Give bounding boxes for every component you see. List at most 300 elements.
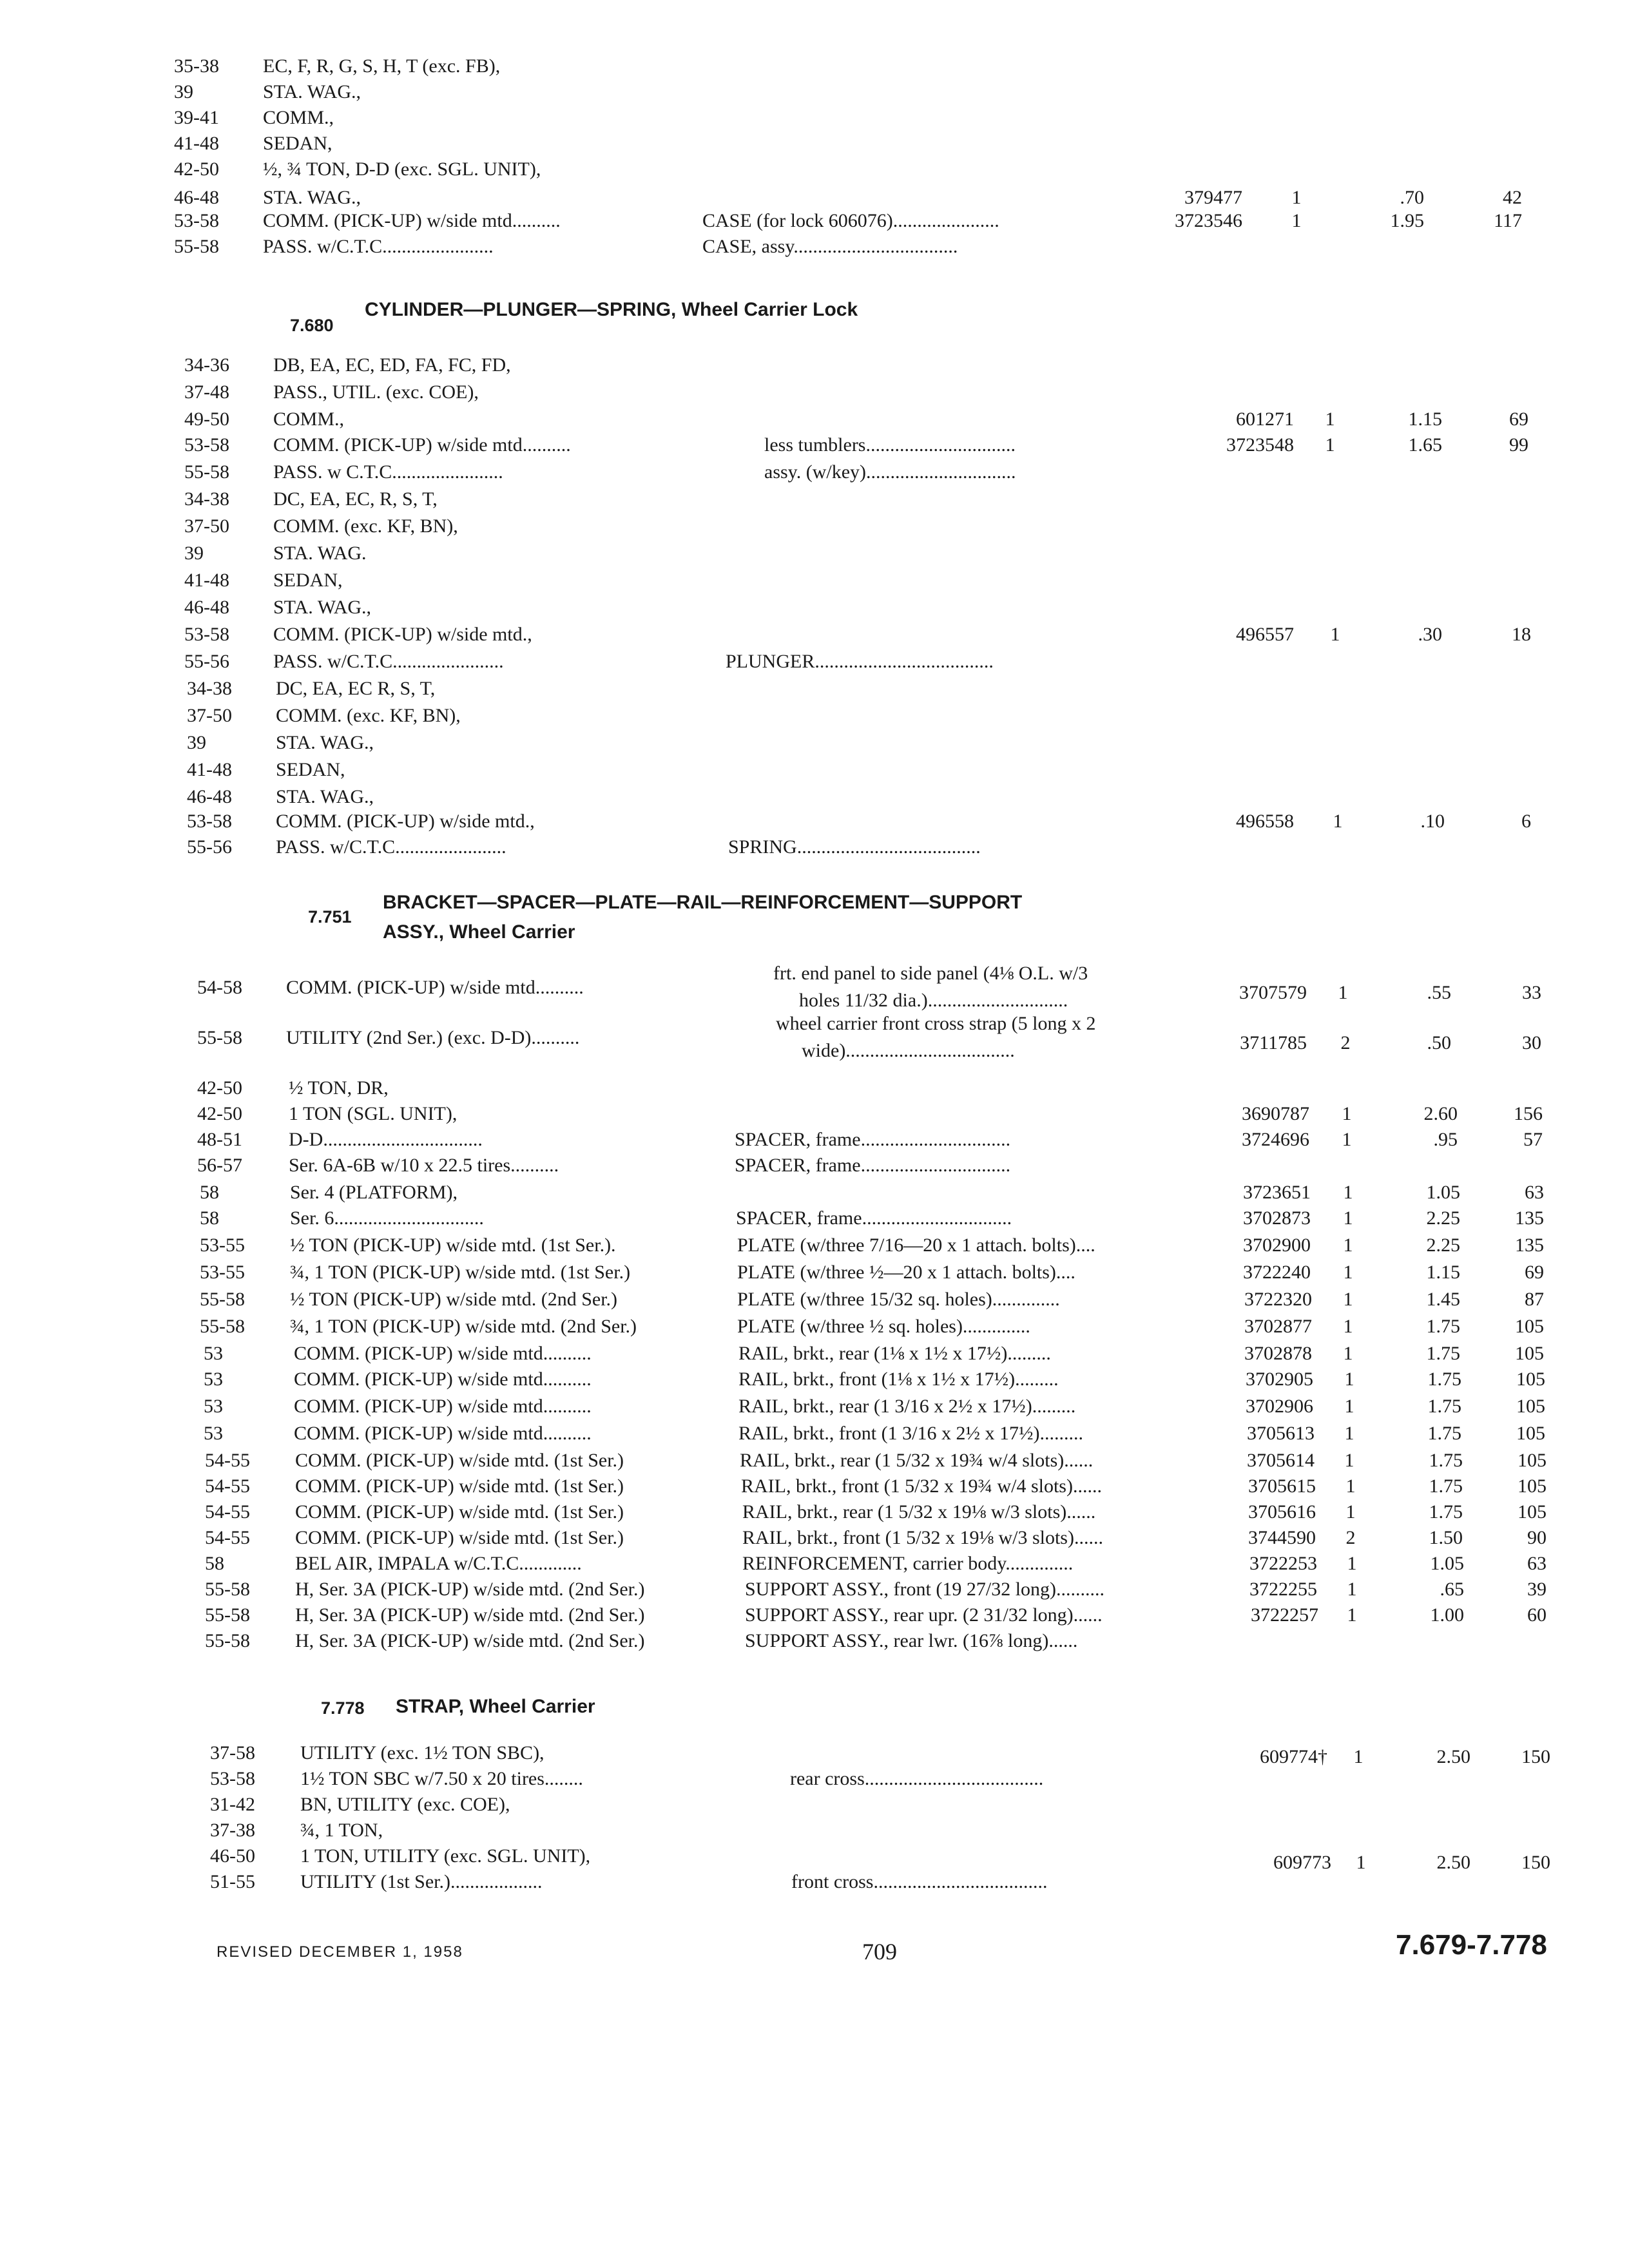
table-row: [0, 1235, 1629, 1263]
list-price: .50: [1427, 1032, 1451, 1053]
table-row: [0, 1369, 1629, 1397]
model-applicability: SEDAN,: [263, 133, 333, 154]
quantity: 1: [1345, 1501, 1356, 1523]
list-price: .95: [1433, 1129, 1458, 1150]
part-description: frt. end panel to side panel (4⅛ O.L. w/3: [773, 963, 1088, 984]
table-row: [0, 1579, 1629, 1607]
quantity: 1: [1347, 1553, 1357, 1574]
model-applicability: PASS. w/C.T.C.......................: [273, 651, 504, 672]
year-range: 54-55: [205, 1527, 250, 1548]
year-range: 53-58: [184, 624, 229, 645]
table-row: [0, 1077, 1629, 1106]
table-row: [0, 55, 1629, 84]
model-applicability: COMM. (exc. KF, BN),: [276, 705, 461, 726]
model-applicability: COMM. (PICK-UP) w/side mtd. (1st Ser.): [295, 1527, 624, 1548]
year-range: 55-58: [197, 1027, 242, 1048]
quantity: 1: [1344, 1396, 1354, 1417]
table-row: [0, 133, 1629, 161]
part-description: RAIL, brkt., rear (1 3/16 x 2½ x 17½).........: [738, 1396, 1076, 1417]
table-row: [0, 759, 1629, 787]
part-number: 601271: [1236, 408, 1294, 430]
part-number: 3722320: [1244, 1289, 1312, 1310]
weight: 90: [1527, 1527, 1547, 1548]
model-applicability: UTILITY (1st Ser.)...................: [300, 1871, 543, 1892]
model-applicability: ½ TON (PICK-UP) w/side mtd. (1st Ser.).: [290, 1235, 616, 1256]
part-description: SPACER, frame...............................: [736, 1207, 1012, 1229]
weight: 33: [1522, 982, 1541, 1003]
part-description: RAIL, brkt., front (1⅛ x 1½ x 17½).........: [738, 1369, 1059, 1390]
model-applicability: COMM. (PICK-UP) w/side mtd..........: [273, 434, 571, 456]
part-number: 3723546: [1175, 210, 1242, 231]
weight: 87: [1525, 1289, 1544, 1310]
part-number: 3711785: [1240, 1032, 1307, 1053]
weight: 105: [1516, 1423, 1545, 1444]
year-range: 42-50: [197, 1077, 242, 1099]
part-number: 3723548: [1226, 434, 1294, 456]
list-price: 2.25: [1426, 1207, 1460, 1229]
table-row: [0, 1820, 1629, 1848]
year-range: 53-55: [200, 1262, 245, 1283]
table-row: [0, 159, 1629, 187]
model-applicability: SEDAN,: [276, 759, 345, 780]
year-range: 53-58: [210, 1768, 255, 1789]
quantity: 1: [1343, 1316, 1353, 1337]
part-description: RAIL, brkt., front (1 5/32 x 19⅛ w/3 slots)......: [742, 1527, 1103, 1548]
table-row: [0, 81, 1629, 110]
table-row: [0, 597, 1629, 625]
list-price: 1.00: [1430, 1604, 1464, 1626]
part-description: assy. (w/key)...............................: [764, 461, 1016, 483]
model-applicability: ¾, 1 TON (PICK-UP) w/side mtd. (1st Ser.): [290, 1262, 631, 1283]
section-number: 7.751: [308, 907, 352, 927]
weight: 42: [1503, 187, 1522, 208]
model-applicability: COMM. (PICK-UP) w/side mtd. (1st Ser.): [295, 1475, 624, 1497]
model-applicability: COMM.,: [273, 408, 345, 430]
quantity: 1: [1353, 1746, 1364, 1767]
quantity: 1: [1330, 624, 1340, 645]
year-range: 53: [204, 1343, 223, 1364]
model-applicability: H, Ser. 3A (PICK-UP) w/side mtd. (2nd Ser.): [295, 1579, 645, 1600]
part-description: wheel carrier front cross strap (5 long x 2: [776, 1013, 1096, 1034]
table-row: [0, 434, 1629, 463]
part-description: PLATE (w/three ½—20 x 1 attach. bolts)....: [737, 1262, 1075, 1283]
weight: 105: [1516, 1396, 1545, 1417]
part-description-cont: holes 11/32 dia.).............................: [799, 990, 1068, 1011]
model-applicability: COMM. (PICK-UP) w/side mtd.,: [276, 811, 535, 832]
year-range: 39: [174, 81, 193, 102]
table-row: [0, 1316, 1629, 1344]
model-applicability: COMM. (PICK-UP) w/side mtd..........: [294, 1423, 592, 1444]
quantity: 1: [1345, 1475, 1356, 1497]
year-range: 55-58: [205, 1630, 250, 1651]
model-applicability: STA. WAG.,: [276, 732, 374, 753]
model-applicability: PASS. w/C.T.C.......................: [276, 836, 506, 858]
quantity: 1: [1342, 1129, 1352, 1150]
quantity: 1: [1343, 1343, 1353, 1364]
model-applicability: ½, ¾ TON, D-D (exc. SGL. UNIT),: [263, 159, 541, 180]
model-applicability: ¾, 1 TON (PICK-UP) w/side mtd. (2nd Ser.): [290, 1316, 637, 1337]
weight: 30: [1522, 1032, 1541, 1053]
table-row: [0, 1396, 1629, 1424]
model-applicability: UTILITY (2nd Ser.) (exc. D-D)..........: [286, 1027, 580, 1048]
list-price: .65: [1440, 1579, 1464, 1600]
model-applicability: D-D.................................: [289, 1129, 483, 1150]
part-number: 609774†: [1260, 1746, 1327, 1767]
list-price: 1.75: [1427, 1423, 1461, 1444]
model-applicability: ½ TON (PICK-UP) w/side mtd. (2nd Ser.): [290, 1289, 618, 1310]
part-description: RAIL, brkt., rear (1⅛ x 1½ x 17½).........: [738, 1343, 1051, 1364]
part-number: 496557: [1236, 624, 1294, 645]
table-row: [0, 1553, 1629, 1581]
table-row: [0, 1182, 1629, 1210]
part-number: 3722253: [1249, 1553, 1317, 1574]
model-applicability: COMM. (PICK-UP) w/side mtd..........: [294, 1369, 592, 1390]
year-range: 46-50: [210, 1845, 255, 1867]
model-applicability: STA. WAG.,: [263, 81, 361, 102]
section-title: CYLINDER—PLUNGER—SPRING, Wheel Carrier Lock: [365, 299, 858, 320]
year-range: 54-55: [205, 1501, 250, 1523]
model-applicability: Ser. 4 (PLATFORM),: [290, 1182, 458, 1203]
year-range: 55-58: [174, 236, 219, 257]
model-applicability: BEL AIR, IMPALA w/C.T.C.............: [295, 1553, 582, 1574]
part-number: 3702900: [1243, 1235, 1311, 1256]
year-range: 55-58: [205, 1579, 250, 1600]
year-range: 53: [204, 1423, 223, 1444]
year-range: 53-58: [184, 434, 229, 456]
model-applicability: SEDAN,: [273, 570, 343, 591]
year-range: 51-55: [210, 1871, 255, 1892]
quantity: 1: [1338, 982, 1348, 1003]
quantity: 1: [1342, 1103, 1352, 1124]
model-applicability: COMM. (PICK-UP) w/side mtd. (1st Ser.): [295, 1450, 624, 1471]
part-description: SPACER, frame...............................: [735, 1129, 1011, 1150]
model-applicability: DC, EA, EC, R, S, T,: [273, 488, 438, 510]
part-description: RAIL, brkt., front (1 5/32 x 19¾ w/4 slots)......: [741, 1475, 1102, 1497]
part-description: rear cross.....................................: [790, 1768, 1044, 1789]
weight: 117: [1494, 210, 1522, 231]
table-row: [0, 624, 1629, 652]
table-row: [0, 236, 1629, 264]
table-row: [0, 1768, 1629, 1796]
year-range: 49-50: [184, 408, 229, 430]
model-applicability: H, Ser. 3A (PICK-UP) w/side mtd. (2nd Ser.): [295, 1630, 645, 1651]
year-range: 42-50: [197, 1103, 242, 1124]
model-applicability: EC, F, R, G, S, H, T (exc. FB),: [263, 55, 501, 77]
model-applicability: PASS., UTIL. (exc. COE),: [273, 381, 479, 403]
part-description-cont: wide)...................................: [802, 1040, 1015, 1061]
table-row: [0, 543, 1629, 571]
quantity: 1: [1291, 210, 1302, 231]
list-price: 2.25: [1426, 1235, 1460, 1256]
model-applicability: DC, EA, EC R, S, T,: [276, 678, 436, 699]
table-row: [0, 811, 1629, 839]
table-row: [0, 1630, 1629, 1658]
model-applicability: COMM. (PICK-UP) w/side mtd. (1st Ser.): [295, 1501, 624, 1523]
list-price: 1.45: [1426, 1289, 1460, 1310]
year-range: 46-48: [184, 597, 229, 618]
table-row: [0, 1794, 1629, 1822]
section-range: 7.679-7.778: [1396, 1929, 1547, 1961]
part-number: 609773: [1273, 1852, 1331, 1873]
weight: 150: [1521, 1746, 1550, 1767]
part-number: 3690787: [1242, 1103, 1309, 1124]
year-range: 53-58: [174, 210, 219, 231]
quantity: 1: [1333, 811, 1343, 832]
weight: 99: [1509, 434, 1528, 456]
list-price: 1.75: [1427, 1369, 1461, 1390]
year-range: 58: [205, 1553, 224, 1574]
table-row: [0, 488, 1629, 517]
list-price: 1.05: [1426, 1182, 1460, 1203]
weight: 156: [1514, 1103, 1543, 1124]
list-price: 1.50: [1429, 1527, 1463, 1548]
table-row: [0, 1423, 1629, 1451]
year-range: 34-38: [184, 488, 229, 510]
weight: 150: [1521, 1852, 1550, 1873]
quantity: 1: [1356, 1852, 1366, 1873]
year-range: 37-50: [187, 705, 232, 726]
quantity: 2: [1345, 1527, 1356, 1548]
part-number: 3702877: [1244, 1316, 1312, 1337]
page-number: 709: [862, 1939, 897, 1965]
list-price: 1.95: [1390, 210, 1424, 231]
list-price: 1.05: [1430, 1553, 1464, 1574]
table-row: [0, 1475, 1629, 1504]
part-description: PLATE (w/three 7/16—20 x 1 attach. bolts)....: [737, 1235, 1095, 1256]
part-number: 3702873: [1243, 1207, 1311, 1229]
list-price: .30: [1418, 624, 1442, 645]
list-price: .10: [1420, 811, 1445, 832]
quantity: 1: [1344, 1423, 1354, 1444]
year-range: 55-58: [200, 1289, 245, 1310]
table-row: [0, 1103, 1629, 1131]
year-range: 37-58: [210, 1742, 255, 1763]
part-description: SUPPORT ASSY., front (19 27/32 long)..........: [745, 1579, 1105, 1600]
part-description: SUPPORT ASSY., rear upr. (2 31/32 long)......: [745, 1604, 1103, 1626]
year-range: 53-58: [187, 811, 232, 832]
part-description: RAIL, brkt., rear (1 5/32 x 19¾ w/4 slots)......: [740, 1450, 1094, 1471]
part-number: 3707579: [1239, 982, 1307, 1003]
year-range: 48-51: [197, 1129, 242, 1150]
list-price: 1.75: [1429, 1501, 1463, 1523]
weight: 69: [1525, 1262, 1544, 1283]
part-number: 3705613: [1247, 1423, 1315, 1444]
section-title-line2: ASSY., Wheel Carrier: [383, 921, 575, 943]
weight: 63: [1527, 1553, 1547, 1574]
weight: 69: [1509, 408, 1528, 430]
model-applicability: STA. WAG.,: [263, 187, 361, 208]
year-range: 35-38: [174, 55, 219, 77]
model-applicability: BN, UTILITY (exc. COE),: [300, 1794, 510, 1815]
year-range: 34-36: [184, 354, 229, 376]
model-applicability: STA. WAG.: [273, 543, 367, 564]
table-row: [0, 1129, 1629, 1157]
part-number: 3702878: [1244, 1343, 1312, 1364]
year-range: 58: [200, 1207, 219, 1229]
part-number: 3724696: [1242, 1129, 1309, 1150]
model-applicability: STA. WAG.,: [276, 786, 374, 807]
table-row: [0, 1501, 1629, 1530]
quantity: 2: [1340, 1032, 1351, 1053]
year-range: 42-50: [174, 159, 219, 180]
table-row: [0, 210, 1629, 238]
year-range: 53: [204, 1369, 223, 1390]
part-description: PLUNGER.....................................: [726, 651, 994, 672]
part-description: CASE, assy..................................: [702, 236, 958, 257]
weight: 18: [1512, 624, 1531, 645]
year-range: 39-41: [174, 107, 219, 128]
model-applicability: PASS. w C.T.C.......................: [273, 461, 503, 483]
list-price: .55: [1427, 982, 1451, 1003]
year-range: 37-50: [184, 515, 229, 537]
quantity: 1: [1325, 434, 1335, 456]
year-range: 41-48: [184, 570, 229, 591]
quantity: 1: [1344, 1450, 1354, 1471]
table-row: [0, 570, 1629, 598]
part-number: 3705615: [1248, 1475, 1316, 1497]
year-range: 41-48: [187, 759, 232, 780]
weight: 105: [1518, 1501, 1547, 1523]
list-price: 1.65: [1408, 434, 1442, 456]
year-range: 53-55: [200, 1235, 245, 1256]
weight: 57: [1523, 1129, 1543, 1150]
part-description: SUPPORT ASSY., rear lwr. (16⅞ long)......: [745, 1630, 1078, 1651]
model-applicability: 1½ TON SBC w/7.50 x 20 tires........: [300, 1768, 583, 1789]
part-number: 3723651: [1243, 1182, 1311, 1203]
part-number: 3702905: [1246, 1369, 1313, 1390]
list-price: 2.50: [1436, 1852, 1470, 1873]
weight: 39: [1527, 1579, 1547, 1600]
list-price: 1.75: [1427, 1396, 1461, 1417]
quantity: 1: [1347, 1579, 1357, 1600]
table-row: [0, 1262, 1629, 1290]
part-number: 3722240: [1243, 1262, 1311, 1283]
weight: 135: [1515, 1207, 1544, 1229]
weight: 105: [1516, 1369, 1545, 1390]
table-row: [0, 461, 1629, 490]
list-price: 1.75: [1426, 1343, 1460, 1364]
table-row: [0, 1450, 1629, 1478]
year-range: 37-38: [210, 1820, 255, 1841]
table-row: [0, 1289, 1629, 1317]
model-applicability: DB, EA, EC, ED, FA, FC, FD,: [273, 354, 511, 376]
section-title: STRAP, Wheel Carrier: [396, 1696, 595, 1717]
list-price: 1.75: [1429, 1475, 1463, 1497]
table-row: [0, 651, 1629, 679]
table-row: [0, 1527, 1629, 1555]
table-row: [0, 1207, 1629, 1236]
table-row: [0, 732, 1629, 760]
quantity: 1: [1343, 1235, 1353, 1256]
year-range: 54-55: [205, 1450, 250, 1471]
list-price: .70: [1400, 187, 1424, 208]
year-range: 55-58: [200, 1316, 245, 1337]
part-description: front cross....................................: [791, 1871, 1048, 1892]
year-range: 41-48: [174, 133, 219, 154]
table-row: [0, 381, 1629, 410]
year-range: 54-55: [205, 1475, 250, 1497]
weight: 105: [1515, 1316, 1544, 1337]
part-description: CASE (for lock 606076)......................: [702, 210, 999, 231]
part-description: RAIL, brkt., front (1 3/16 x 2½ x 17½).........: [738, 1423, 1083, 1444]
table-row: [0, 1343, 1629, 1371]
list-price: 1.15: [1408, 408, 1442, 430]
year-range: 55-56: [187, 836, 232, 858]
part-description: less tumblers...............................: [764, 434, 1016, 456]
part-description: PLATE (w/three 15/32 sq. holes)..............: [737, 1289, 1060, 1310]
part-description: SPRING......................................: [728, 836, 981, 858]
table-row: [0, 408, 1629, 437]
table-row: [0, 515, 1629, 544]
part-number: 3705616: [1248, 1501, 1316, 1523]
part-number: 3705614: [1247, 1450, 1315, 1471]
quantity: 1: [1343, 1182, 1353, 1203]
weight: 105: [1515, 1343, 1544, 1364]
year-range: 39: [187, 732, 206, 753]
year-range: 37-48: [184, 381, 229, 403]
list-price: 1.75: [1426, 1316, 1460, 1337]
year-range: 58: [200, 1182, 219, 1203]
quantity: 1: [1347, 1604, 1357, 1626]
table-row: [0, 836, 1629, 865]
part-description: PLATE (w/three ½ sq. holes)..............: [737, 1316, 1030, 1337]
year-range: 39: [184, 543, 204, 564]
weight: 105: [1518, 1475, 1547, 1497]
model-applicability: STA. WAG.,: [273, 597, 372, 618]
weight: 135: [1515, 1235, 1544, 1256]
year-range: 55-58: [184, 461, 229, 483]
year-range: 34-38: [187, 678, 232, 699]
part-number: 3702906: [1246, 1396, 1313, 1417]
part-number: 3722255: [1249, 1579, 1317, 1600]
year-range: 31-42: [210, 1794, 255, 1815]
table-row: [0, 1013, 1629, 1061]
model-applicability: COMM. (exc. KF, BN),: [273, 515, 458, 537]
section-number: 7.680: [290, 316, 334, 335]
model-applicability: UTILITY (exc. 1½ TON SBC),: [300, 1742, 545, 1763]
model-applicability: COMM. (PICK-UP) w/side mtd..........: [294, 1343, 592, 1364]
part-description: SPACER, frame...............................: [735, 1155, 1011, 1176]
year-range: 55-56: [184, 651, 229, 672]
model-applicability: Ser. 6...............................: [290, 1207, 484, 1229]
year-range: 46-48: [174, 187, 219, 208]
table-row: [0, 107, 1629, 135]
year-range: 46-48: [187, 786, 232, 807]
table-row: [0, 1845, 1629, 1874]
table-row: [0, 705, 1629, 733]
table-row: [0, 963, 1629, 1011]
quantity: 1: [1291, 187, 1302, 208]
model-applicability: ½ TON, DR,: [289, 1077, 389, 1099]
section-number: 7.778: [321, 1698, 365, 1718]
list-price: 1.75: [1429, 1450, 1463, 1471]
quantity: 1: [1343, 1262, 1353, 1283]
model-applicability: COMM. (PICK-UP) w/side mtd.,: [273, 624, 532, 645]
table-row: [0, 1604, 1629, 1633]
year-range: 56-57: [197, 1155, 242, 1176]
quantity: 1: [1343, 1289, 1353, 1310]
weight: 63: [1525, 1182, 1544, 1203]
model-applicability: 1 TON (SGL. UNIT),: [289, 1103, 458, 1124]
model-applicability: COMM. (PICK-UP) w/side mtd..........: [294, 1396, 592, 1417]
model-applicability: H, Ser. 3A (PICK-UP) w/side mtd. (2nd Ser.): [295, 1604, 645, 1626]
part-number: 496558: [1236, 811, 1294, 832]
weight: 60: [1527, 1604, 1547, 1626]
table-row: [0, 1742, 1629, 1771]
model-applicability: COMM. (PICK-UP) w/side mtd..........: [263, 210, 561, 231]
part-description: RAIL, brkt., rear (1 5/32 x 19⅛ w/3 slots)......: [742, 1501, 1096, 1523]
revision-date: REVISED DECEMBER 1, 1958: [217, 1943, 463, 1961]
